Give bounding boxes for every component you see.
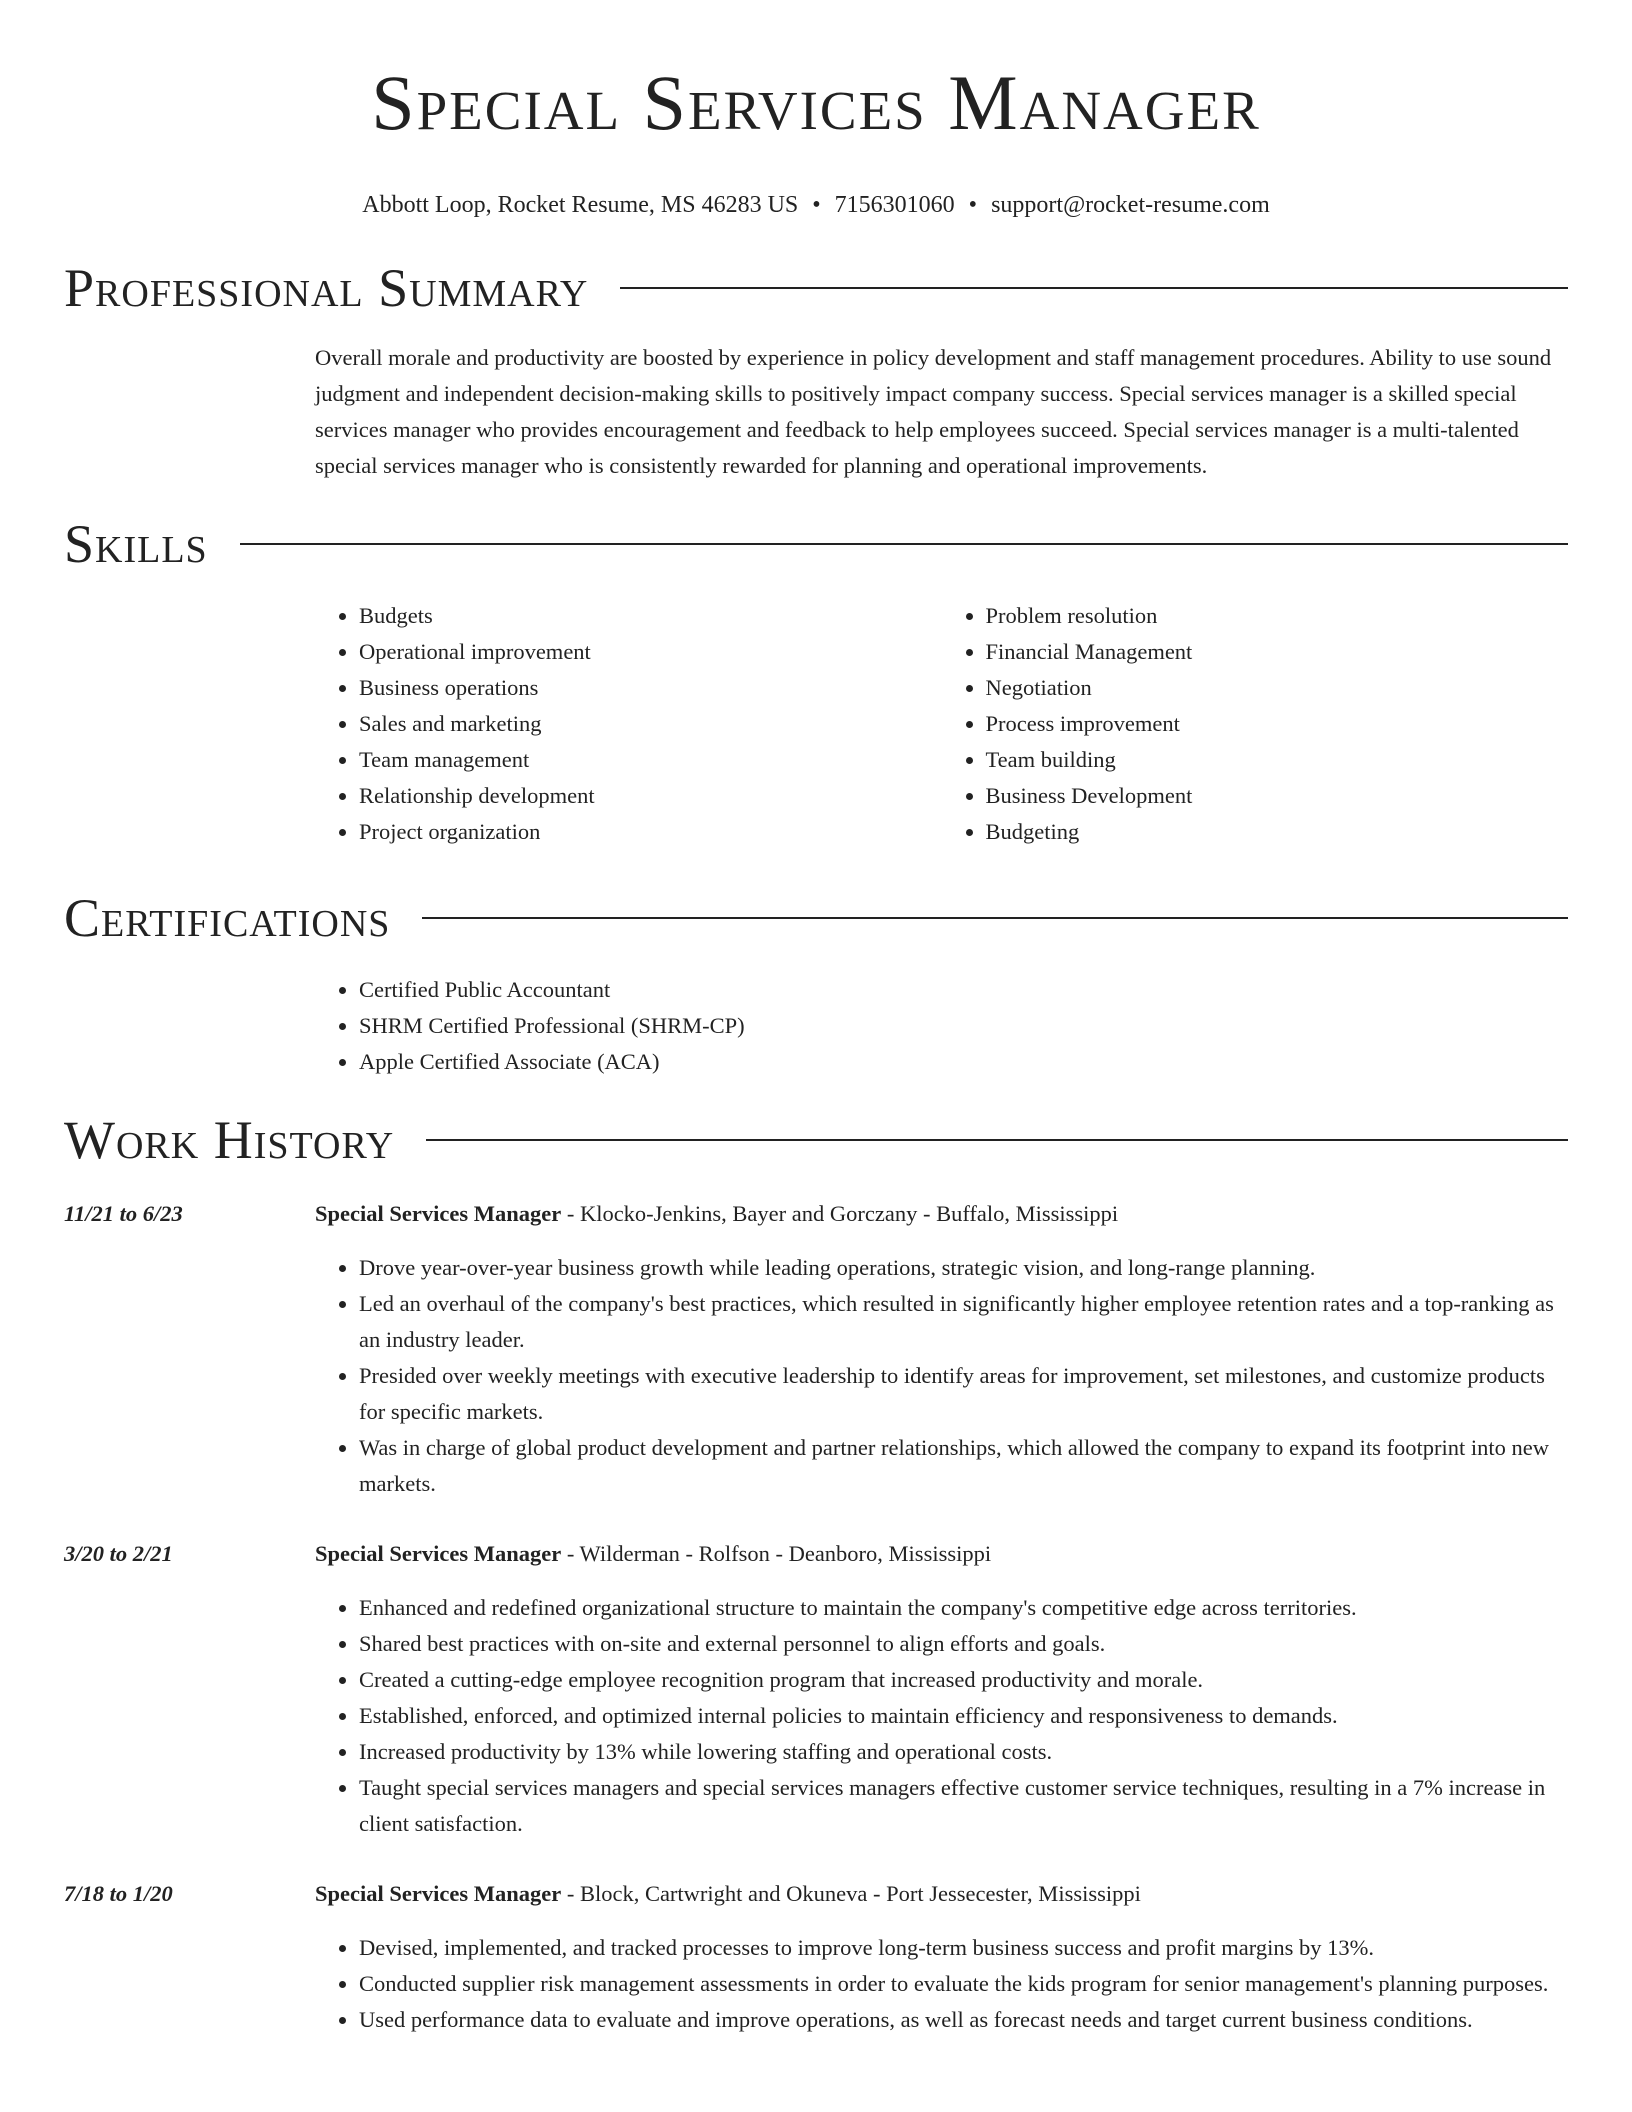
job-bullets bbox=[315, 1250, 1568, 1502]
job-bullet: • Was in charge of global product development and partner relationships, which allowed the company to expand its footprint into new markets. bbox=[359, 1430, 1568, 1502]
certification-item: • Apple Certified Associate (ACA) bbox=[359, 1044, 1568, 1080]
job-bullets bbox=[315, 1930, 1568, 2038]
job-title-line bbox=[315, 1196, 1568, 1232]
skills-list bbox=[315, 598, 1568, 850]
contact-separator: • bbox=[812, 192, 821, 218]
job-dates: 7/18 to 1/20 bbox=[64, 1881, 173, 1906]
certifications-list bbox=[315, 972, 1568, 1080]
skills-column-left bbox=[315, 598, 942, 850]
job-company: - Wilderman - Rolfson - Deanboro, Mississippi bbox=[561, 1541, 992, 1566]
certification-item: • Certified Public Accountant bbox=[359, 972, 1568, 1008]
contact-line bbox=[64, 190, 1568, 220]
work-history-section-header bbox=[64, 1110, 1568, 1170]
work-history-heading: Work History bbox=[64, 1110, 395, 1170]
job-bullet: • Shared best practices with on-site and external personnel to align efforts and goals. bbox=[359, 1626, 1568, 1662]
certifications-section-header bbox=[64, 888, 1568, 948]
skills-section-header bbox=[64, 514, 1568, 574]
job-bullet: • Drove year-over-year business growth while leading operations, strategic vision, and long-range planning. bbox=[359, 1250, 1568, 1286]
skill-item: • Budgets bbox=[359, 598, 942, 634]
job-title: Special Services Manager bbox=[315, 1201, 562, 1226]
job-title-line bbox=[315, 1876, 1568, 1912]
job-bullet: • Enhanced and redefined organizational structure to maintain the company's competitive edge across territories. bbox=[359, 1590, 1568, 1626]
job-entry bbox=[64, 1196, 1568, 1502]
job-title-line bbox=[315, 1536, 1568, 1572]
skill-item: • Process improvement bbox=[986, 706, 1569, 742]
job-bullet: • Created a cutting-edge employee recognition program that increased productivity and morale. bbox=[359, 1662, 1568, 1698]
skill-item: • Team building bbox=[986, 742, 1569, 778]
job-bullet: • Presided over weekly meetings with executive leadership to identify areas for improvement, set milestones, and customize products for specific markets. bbox=[359, 1358, 1568, 1430]
job-bullet: • Devised, implemented, and tracked processes to improve long-term business success and profit margins by 13%. bbox=[359, 1930, 1568, 1966]
skills-column-right bbox=[942, 598, 1569, 850]
section-divider bbox=[240, 543, 1568, 545]
section-divider bbox=[422, 917, 1568, 919]
job-dates: 11/21 to 6/23 bbox=[64, 1201, 183, 1226]
skill-item: • Problem resolution bbox=[986, 598, 1569, 634]
certification-item: • SHRM Certified Professional (SHRM-CP) bbox=[359, 1008, 1568, 1044]
job-title: Special Services Manager bbox=[315, 1541, 562, 1566]
resume-name: Special Services Manager bbox=[371, 59, 1261, 146]
job-bullet: • Used performance data to evaluate and improve operations, as well as forecast needs and target current business conditions. bbox=[359, 2002, 1568, 2038]
certifications-heading: Certifications bbox=[64, 888, 391, 948]
skill-item: • Operational improvement bbox=[359, 634, 942, 670]
job-company: - Klocko-Jenkins, Bayer and Gorczany - Buffalo, Mississippi bbox=[561, 1201, 1119, 1226]
job-bullets bbox=[315, 1590, 1568, 1842]
skill-item: • Budgeting bbox=[986, 814, 1569, 850]
job-title: Special Services Manager bbox=[315, 1881, 562, 1906]
job-entry bbox=[64, 1536, 1568, 1842]
job-bullet: • Increased productivity by 13% while lowering staffing and operational costs. bbox=[359, 1734, 1568, 1770]
skill-item: • Relationship development bbox=[359, 778, 942, 814]
resume-page bbox=[64, 0, 1568, 2038]
contact-phone: 7156301060 bbox=[834, 192, 955, 218]
contact-separator: • bbox=[968, 192, 978, 218]
job-entry bbox=[64, 1876, 1568, 2038]
section-divider bbox=[620, 287, 1568, 289]
summary-heading: Professional Summary bbox=[64, 258, 589, 318]
skill-item: • Business operations bbox=[359, 670, 942, 706]
summary-section-header bbox=[64, 258, 1568, 318]
job-company: - Block, Cartwright and Okuneva - Port Jessecester, Mississippi bbox=[561, 1881, 1141, 1906]
skill-item: • Financial Management bbox=[986, 634, 1569, 670]
job-bullet: • Conducted supplier risk management assessments in order to evaluate the kids program for senior management's planning purposes. bbox=[359, 1966, 1568, 2002]
skill-item: • Project organization bbox=[359, 814, 942, 850]
skill-item: • Business Development bbox=[986, 778, 1569, 814]
skills-heading: Skills bbox=[64, 514, 208, 574]
contact-address: Abbott Loop, Rocket Resume, MS 46283 US bbox=[362, 192, 799, 218]
section-divider bbox=[426, 1139, 1568, 1141]
job-bullet: • Established, enforced, and optimized internal policies to maintain efficiency and responsiveness to demands. bbox=[359, 1698, 1568, 1734]
summary-text: Overall morale and productivity are boosted by experience in policy development and staff management procedures. Ability to use sound judgment and independent decision-making skills to positively impact company success. Special services manager is a skilled special services manager who provides encouragement and feedback to help employees succeed. Special services manager is a multi-talented special services manager who is consistently rewarded for planning and operational improvements. bbox=[315, 345, 1552, 478]
skill-item: • Negotiation bbox=[986, 670, 1569, 706]
skill-item: • Team management bbox=[359, 742, 942, 778]
job-bullet: • Taught special services managers and special services managers effective customer service techniques, resulting in a 7% increase in client satisfaction. bbox=[359, 1770, 1568, 1842]
skill-item: • Sales and marketing bbox=[359, 706, 942, 742]
contact-email: support@rocket-resume.com bbox=[991, 192, 1270, 218]
job-dates: 3/20 to 2/21 bbox=[64, 1541, 173, 1566]
job-bullet: • Led an overhaul of the company's best practices, which resulted in significantly higher employee retention rates and a top-ranking as an industry leader. bbox=[359, 1286, 1568, 1358]
